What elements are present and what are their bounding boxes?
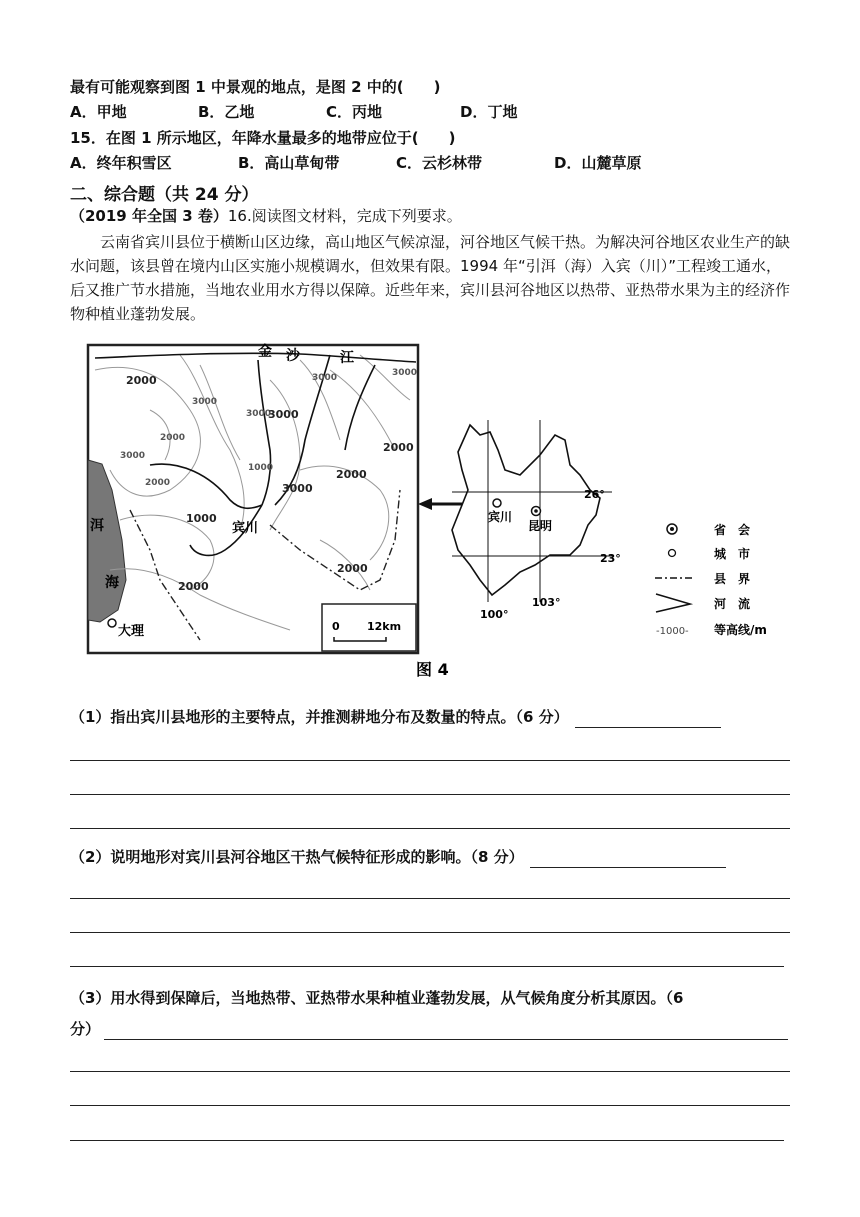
scale-zero: 0 xyxy=(332,620,340,633)
question-3-line2 xyxy=(70,1018,788,1040)
question-1 xyxy=(70,706,721,728)
q16-source: （2019 年全国 3 卷） xyxy=(70,207,228,225)
q15-option-d[interactable]: D．山麓草原 xyxy=(554,154,642,172)
q15-option-a[interactable]: A．终年积雪区 xyxy=(70,154,172,172)
q15-option-b[interactable]: B．高山草甸带 xyxy=(238,154,340,172)
q15-options xyxy=(70,152,641,174)
q14-option-c[interactable]: C．丙地 xyxy=(326,103,383,121)
question-2-answer-line[interactable] xyxy=(70,966,784,967)
q14-stem: 最有可能观察到图 1 中景观的地点，是图 2 中的( ) xyxy=(70,78,441,96)
q14-option-b[interactable]: B．乙地 xyxy=(198,103,255,121)
q14-options xyxy=(70,101,517,123)
legend xyxy=(655,522,767,637)
river-char-1: 金 xyxy=(258,344,272,360)
question-3-answer-line[interactable] xyxy=(70,1071,790,1072)
question-3-line1: （3）用水得到保障后，当地热带、亚热带水果种植业蓬勃发展，从气候角度分析其原因。（6 xyxy=(70,989,684,1007)
figure-4-map xyxy=(0,340,860,685)
contour-label: 2000 xyxy=(145,478,171,488)
legend-contour-label: 等高线/m xyxy=(714,623,767,637)
contour-label: 2000 xyxy=(126,374,157,387)
place-dali: 大理 xyxy=(118,624,145,639)
question-2-answer-inline[interactable] xyxy=(530,851,726,868)
legend-contour-sample: -1000- xyxy=(656,626,689,637)
lat-26-label: 26° xyxy=(584,488,605,501)
question-1-prompt: （1）指出宾川县地形的主要特点，并推测耕地分布及数量的特点。（6 分） xyxy=(70,708,569,726)
contour-label: 3000 xyxy=(282,482,313,495)
question-1-answer-line[interactable] xyxy=(70,760,790,761)
question-3-answer-line[interactable] xyxy=(70,1105,790,1106)
question-1-answer-line[interactable] xyxy=(70,828,790,829)
lake-char-1: 洱 xyxy=(90,518,104,534)
river-char-2: 沙 xyxy=(286,348,300,364)
lat-23-label: 23° xyxy=(600,552,621,565)
legend-boundary-label: 县 界 xyxy=(714,572,751,586)
contour-label: 2000 xyxy=(336,468,367,481)
figure-caption: 图 4 xyxy=(416,660,449,679)
contour-label: 3000 xyxy=(392,368,418,378)
q14-option-a[interactable]: A．甲地 xyxy=(70,103,127,121)
legend-capital-label: 省 会 xyxy=(714,523,751,537)
q16-header xyxy=(70,205,462,227)
contour-label: 3000 xyxy=(268,408,299,421)
question-2-answer-line[interactable] xyxy=(70,932,790,933)
contour-label: 2000 xyxy=(337,562,368,575)
question-3-answer-inline[interactable] xyxy=(104,1023,788,1040)
contour-label: 3000 xyxy=(246,409,272,419)
legend-city-label: 城 市 xyxy=(714,547,751,561)
contour-label: 3000 xyxy=(312,373,338,383)
contour-label: 3000 xyxy=(192,397,218,407)
dali-city-marker xyxy=(108,619,116,627)
question-1-answer-inline[interactable] xyxy=(575,711,721,728)
q14-option-d[interactable]: D．丁地 xyxy=(460,103,518,121)
binchuan-city-marker xyxy=(493,499,501,507)
question-2-prompt: （2）说明地形对宾川县河谷地区干热气候特征形成的影响。（8 分） xyxy=(70,848,524,866)
yunnan-outline xyxy=(452,425,600,595)
legend-river-label: 河 流 xyxy=(714,597,751,611)
contour-label: 3000 xyxy=(120,451,146,461)
place-binchuan: 宾川 xyxy=(232,521,259,536)
inset-kunming: 昆明 xyxy=(528,519,553,533)
contour-label: 2000 xyxy=(383,441,414,454)
contour-label: 2000 xyxy=(178,580,209,593)
river-char-3: 江 xyxy=(340,350,354,366)
inset-binchuan: 宾川 xyxy=(488,510,513,524)
question-1-answer-line[interactable] xyxy=(70,794,790,795)
q16-intro: 16.阅读图文材料，完成下列要求。 xyxy=(227,207,462,225)
q16-passage: 云南省宾川县位于横断山区边缘，高山地区气候凉湿，河谷地区气候干热。为解决河谷地区农业生产的缺水问题，该县曾在境内山区实施小规模调水，但效果有限。1994 年“引洱（海）入宾（川）”工程竣工通水，后又推广节水措施，当地农业用水方得以保障。近些年来，宾川县河谷地区以热带、亚热带水果为主的经济作物种植业蓬勃发展。 xyxy=(70,233,791,323)
lon-103-label: 103° xyxy=(532,596,561,609)
question-2-answer-line[interactable] xyxy=(70,898,790,899)
legend-river-icon xyxy=(656,594,690,612)
contour-label: 1000 xyxy=(248,463,274,473)
question-3-prompt-end: 分） xyxy=(70,1020,101,1038)
q15-stem: 15．在图 1 所示地区，年降水量最多的地带应位于( ) xyxy=(70,129,456,147)
q15-option-c[interactable]: C．云杉林带 xyxy=(396,154,483,172)
legend-city-icon xyxy=(669,550,676,557)
scale-distance: 12km xyxy=(367,620,402,633)
contour-label: 2000 xyxy=(160,433,186,443)
question-2 xyxy=(70,846,726,868)
lon-100-label: 100° xyxy=(480,608,509,621)
contour-label: 1000 xyxy=(186,512,217,525)
question-3-answer-line[interactable] xyxy=(70,1140,784,1141)
lake-char-2: 海 xyxy=(105,575,119,591)
section-title: 二、综合题（共 24 分） xyxy=(70,185,259,205)
